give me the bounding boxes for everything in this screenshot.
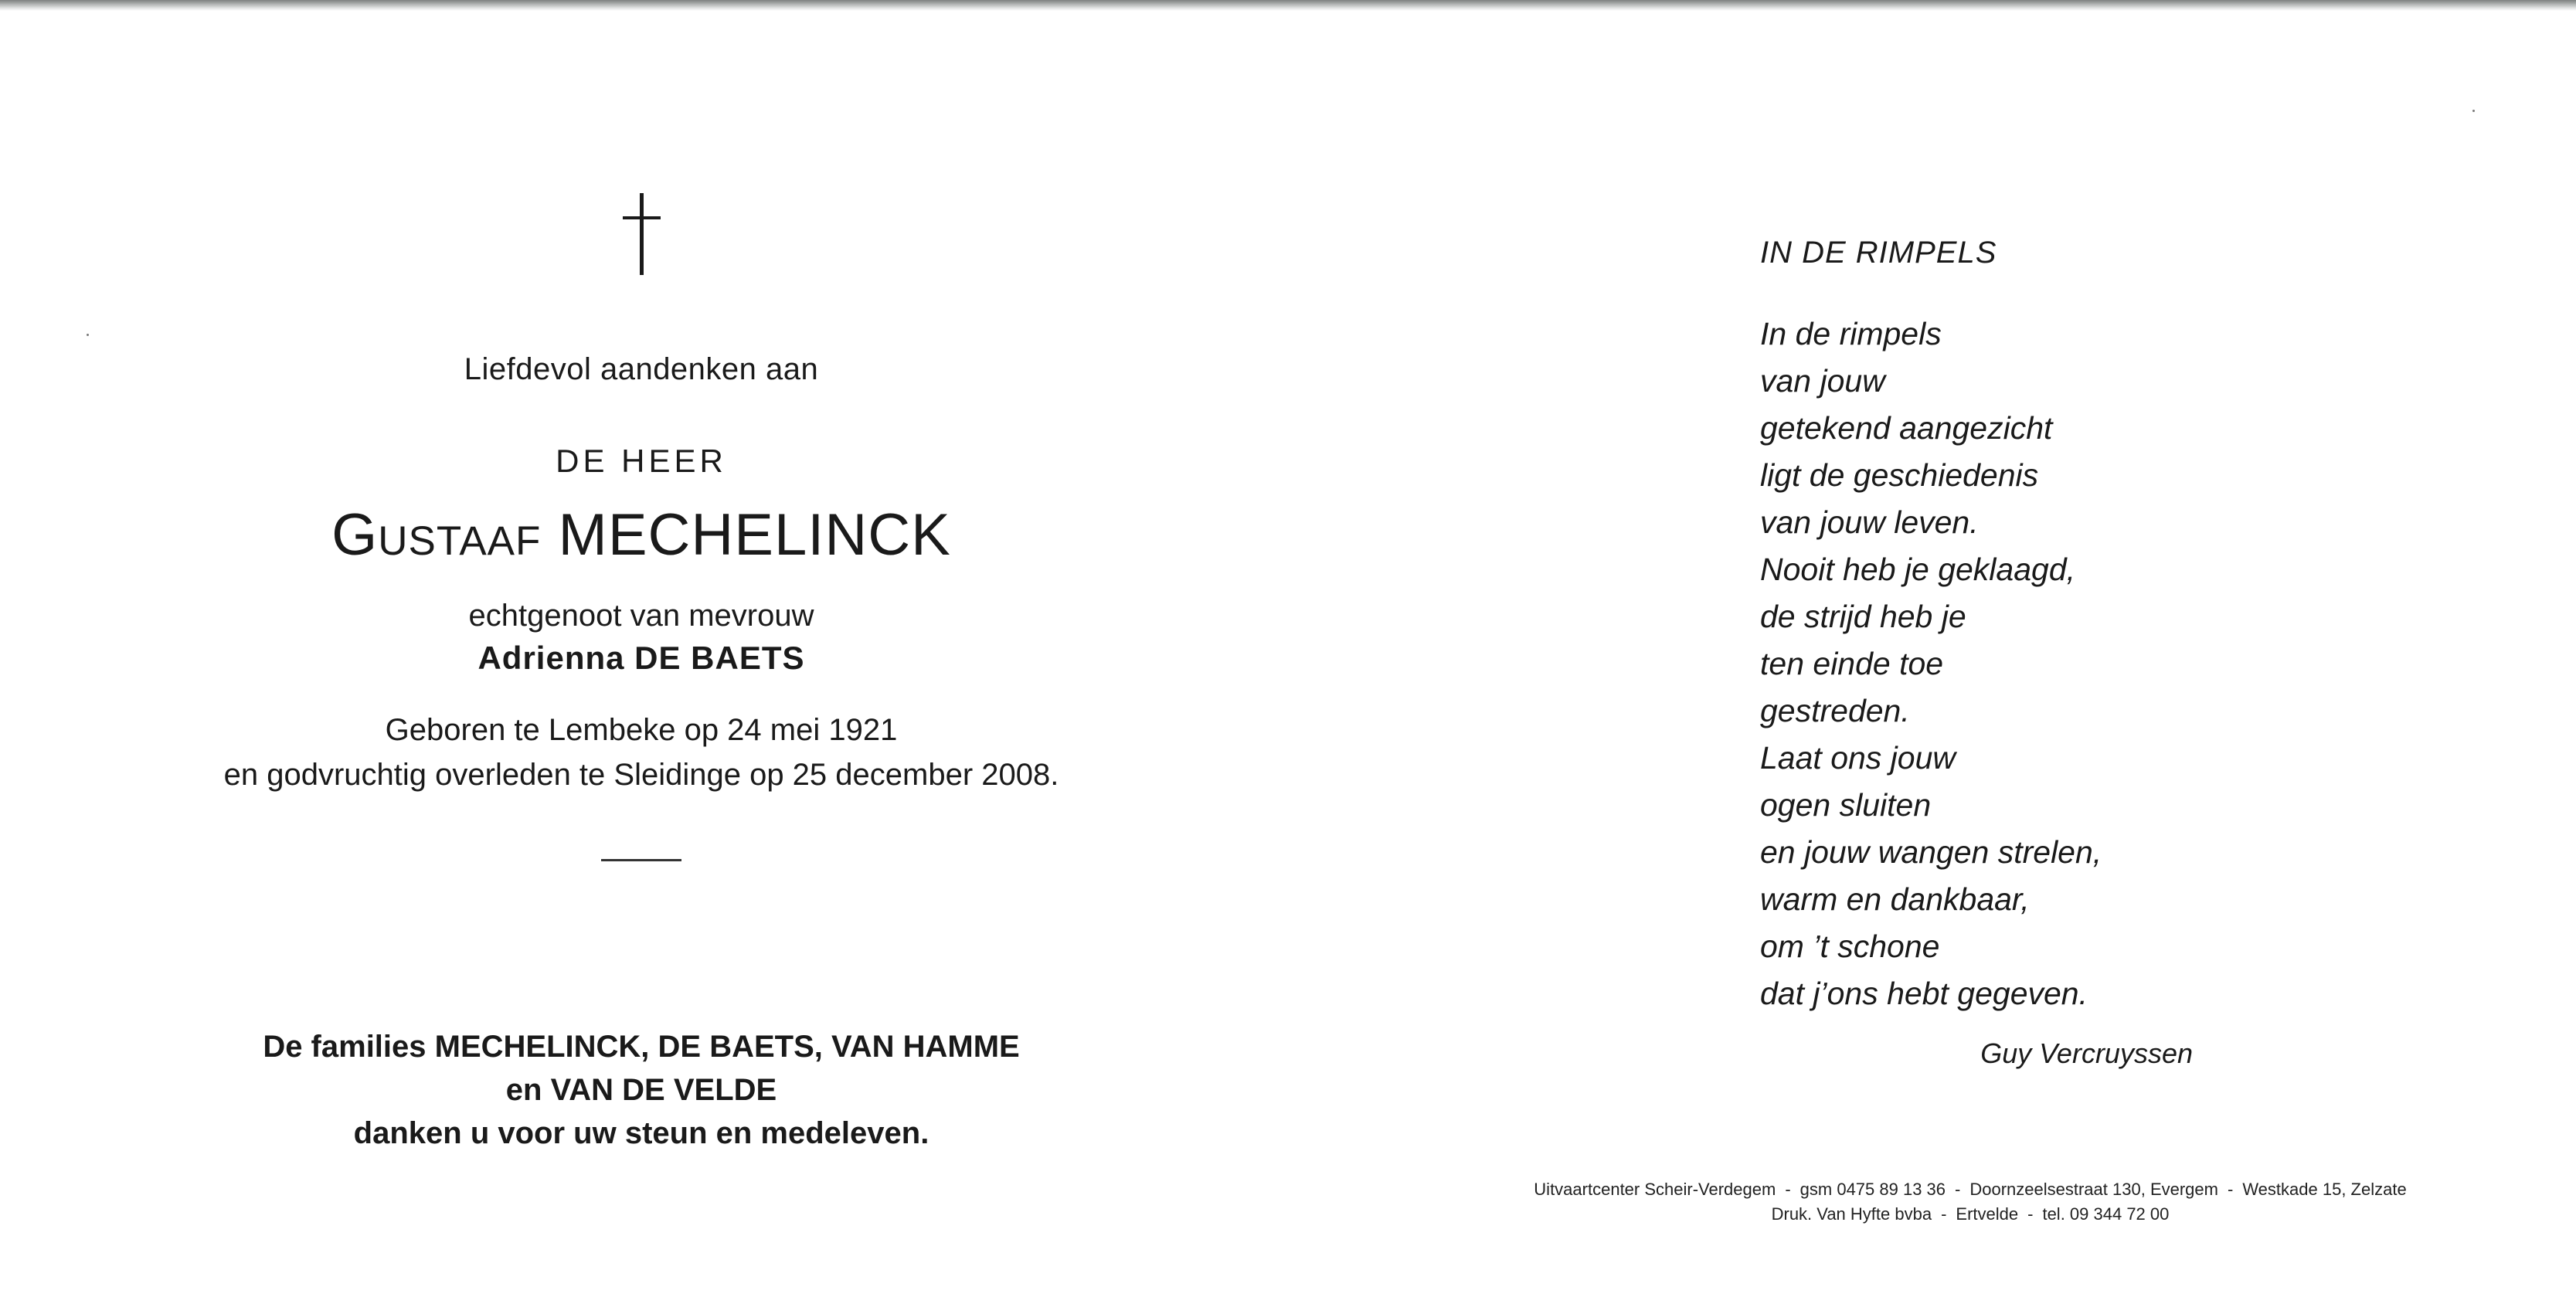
printer-credits (1453, 1177, 2488, 1227)
funeral-home-line: Uitvaartcenter Scheir-Verdegem - gsm 0475 89 13 36 - Doornzeelsestraat 130, Evergem - Westkade 15, Zelzate (1534, 1180, 2407, 1199)
poem-line: gestreden. (1760, 693, 1910, 728)
poem-line: van jouw leven. (1760, 504, 1979, 540)
poem-line: warm en dankbaar, (1760, 881, 2030, 917)
poem-author: Guy Vercruyssen (1980, 1037, 2193, 1069)
death-line: en godvruchtig overleden te Sleidinge op 25 december 2008. (223, 757, 1059, 792)
deceased-name (139, 503, 1144, 568)
poem-panel (1760, 236, 2455, 1070)
honorific: DE HEER (556, 443, 727, 479)
poem-line: ten einde toe (1760, 646, 1944, 681)
poem-line: Laat ons jouw (1760, 740, 1956, 776)
funeral-home-address: Westkade 15, Zelzate (2242, 1180, 2407, 1199)
family-name: MECHELINCK (558, 502, 951, 568)
poem-line: van jouw (1760, 363, 1885, 399)
family-thanks (139, 1025, 1144, 1155)
card-top-edge (0, 0, 2576, 11)
thanks-line: danken u voor uw steun en medeleven. (353, 1115, 929, 1150)
poem-title: IN DE RIMPELS (1760, 236, 1997, 270)
funeral-home-address: Doornzeelsestraat 130, Evergem (1969, 1180, 2218, 1199)
given-name: Gustaaf (331, 502, 542, 568)
intro-text: Liefdevol aandenken aan (464, 352, 819, 386)
paper-speck (87, 334, 89, 336)
poem-line: Nooit heb je geklaagd, (1760, 552, 2076, 587)
funeral-home-name: Uitvaartcenter Scheir-Verdegem (1534, 1180, 1776, 1199)
spouse-label: echtgenoot van mevrouw (468, 598, 814, 633)
poem-line: ligt de geschiedenis (1760, 457, 2039, 493)
memorial-panel (139, 193, 1144, 1155)
poem-line: dat j’ons hebt gegeven. (1760, 976, 2088, 1011)
printer-phone: tel. 09 344 72 00 (2042, 1204, 2170, 1224)
funeral-home-gsm: gsm 0475 89 13 36 (1799, 1180, 1946, 1199)
divider-line (601, 859, 681, 861)
printer-name: Druk. Van Hyfte bvba (1771, 1204, 1932, 1224)
birth-line: Geboren te Lembeke op 24 mei 1921 (385, 712, 898, 747)
families-line: en VAN DE VELDE (505, 1072, 777, 1107)
poem-lines (1760, 311, 2455, 1017)
spouse-name: Adrienna DE BAETS (477, 639, 805, 676)
poem-line: om ’t schone (1760, 929, 1940, 964)
poem-line: ogen sluiten (1760, 787, 1932, 823)
poem-line: de strijd heb je (1760, 599, 1966, 634)
printer-city: Ertvelde (1956, 1204, 2019, 1224)
printer-line: Druk. Van Hyfte bvba - Ertvelde - tel. 09 344 72 00 (1771, 1204, 2170, 1224)
cross-icon (618, 193, 664, 275)
poem-line: getekend aangezicht (1760, 410, 2053, 446)
poem-line: In de rimpels (1760, 316, 1942, 351)
poem-line: en jouw wangen strelen, (1760, 834, 2102, 870)
families-line: De families MECHELINCK, DE BAETS, VAN HAMME (263, 1029, 1020, 1064)
paper-speck (2472, 110, 2475, 112)
life-dates (139, 708, 1144, 797)
